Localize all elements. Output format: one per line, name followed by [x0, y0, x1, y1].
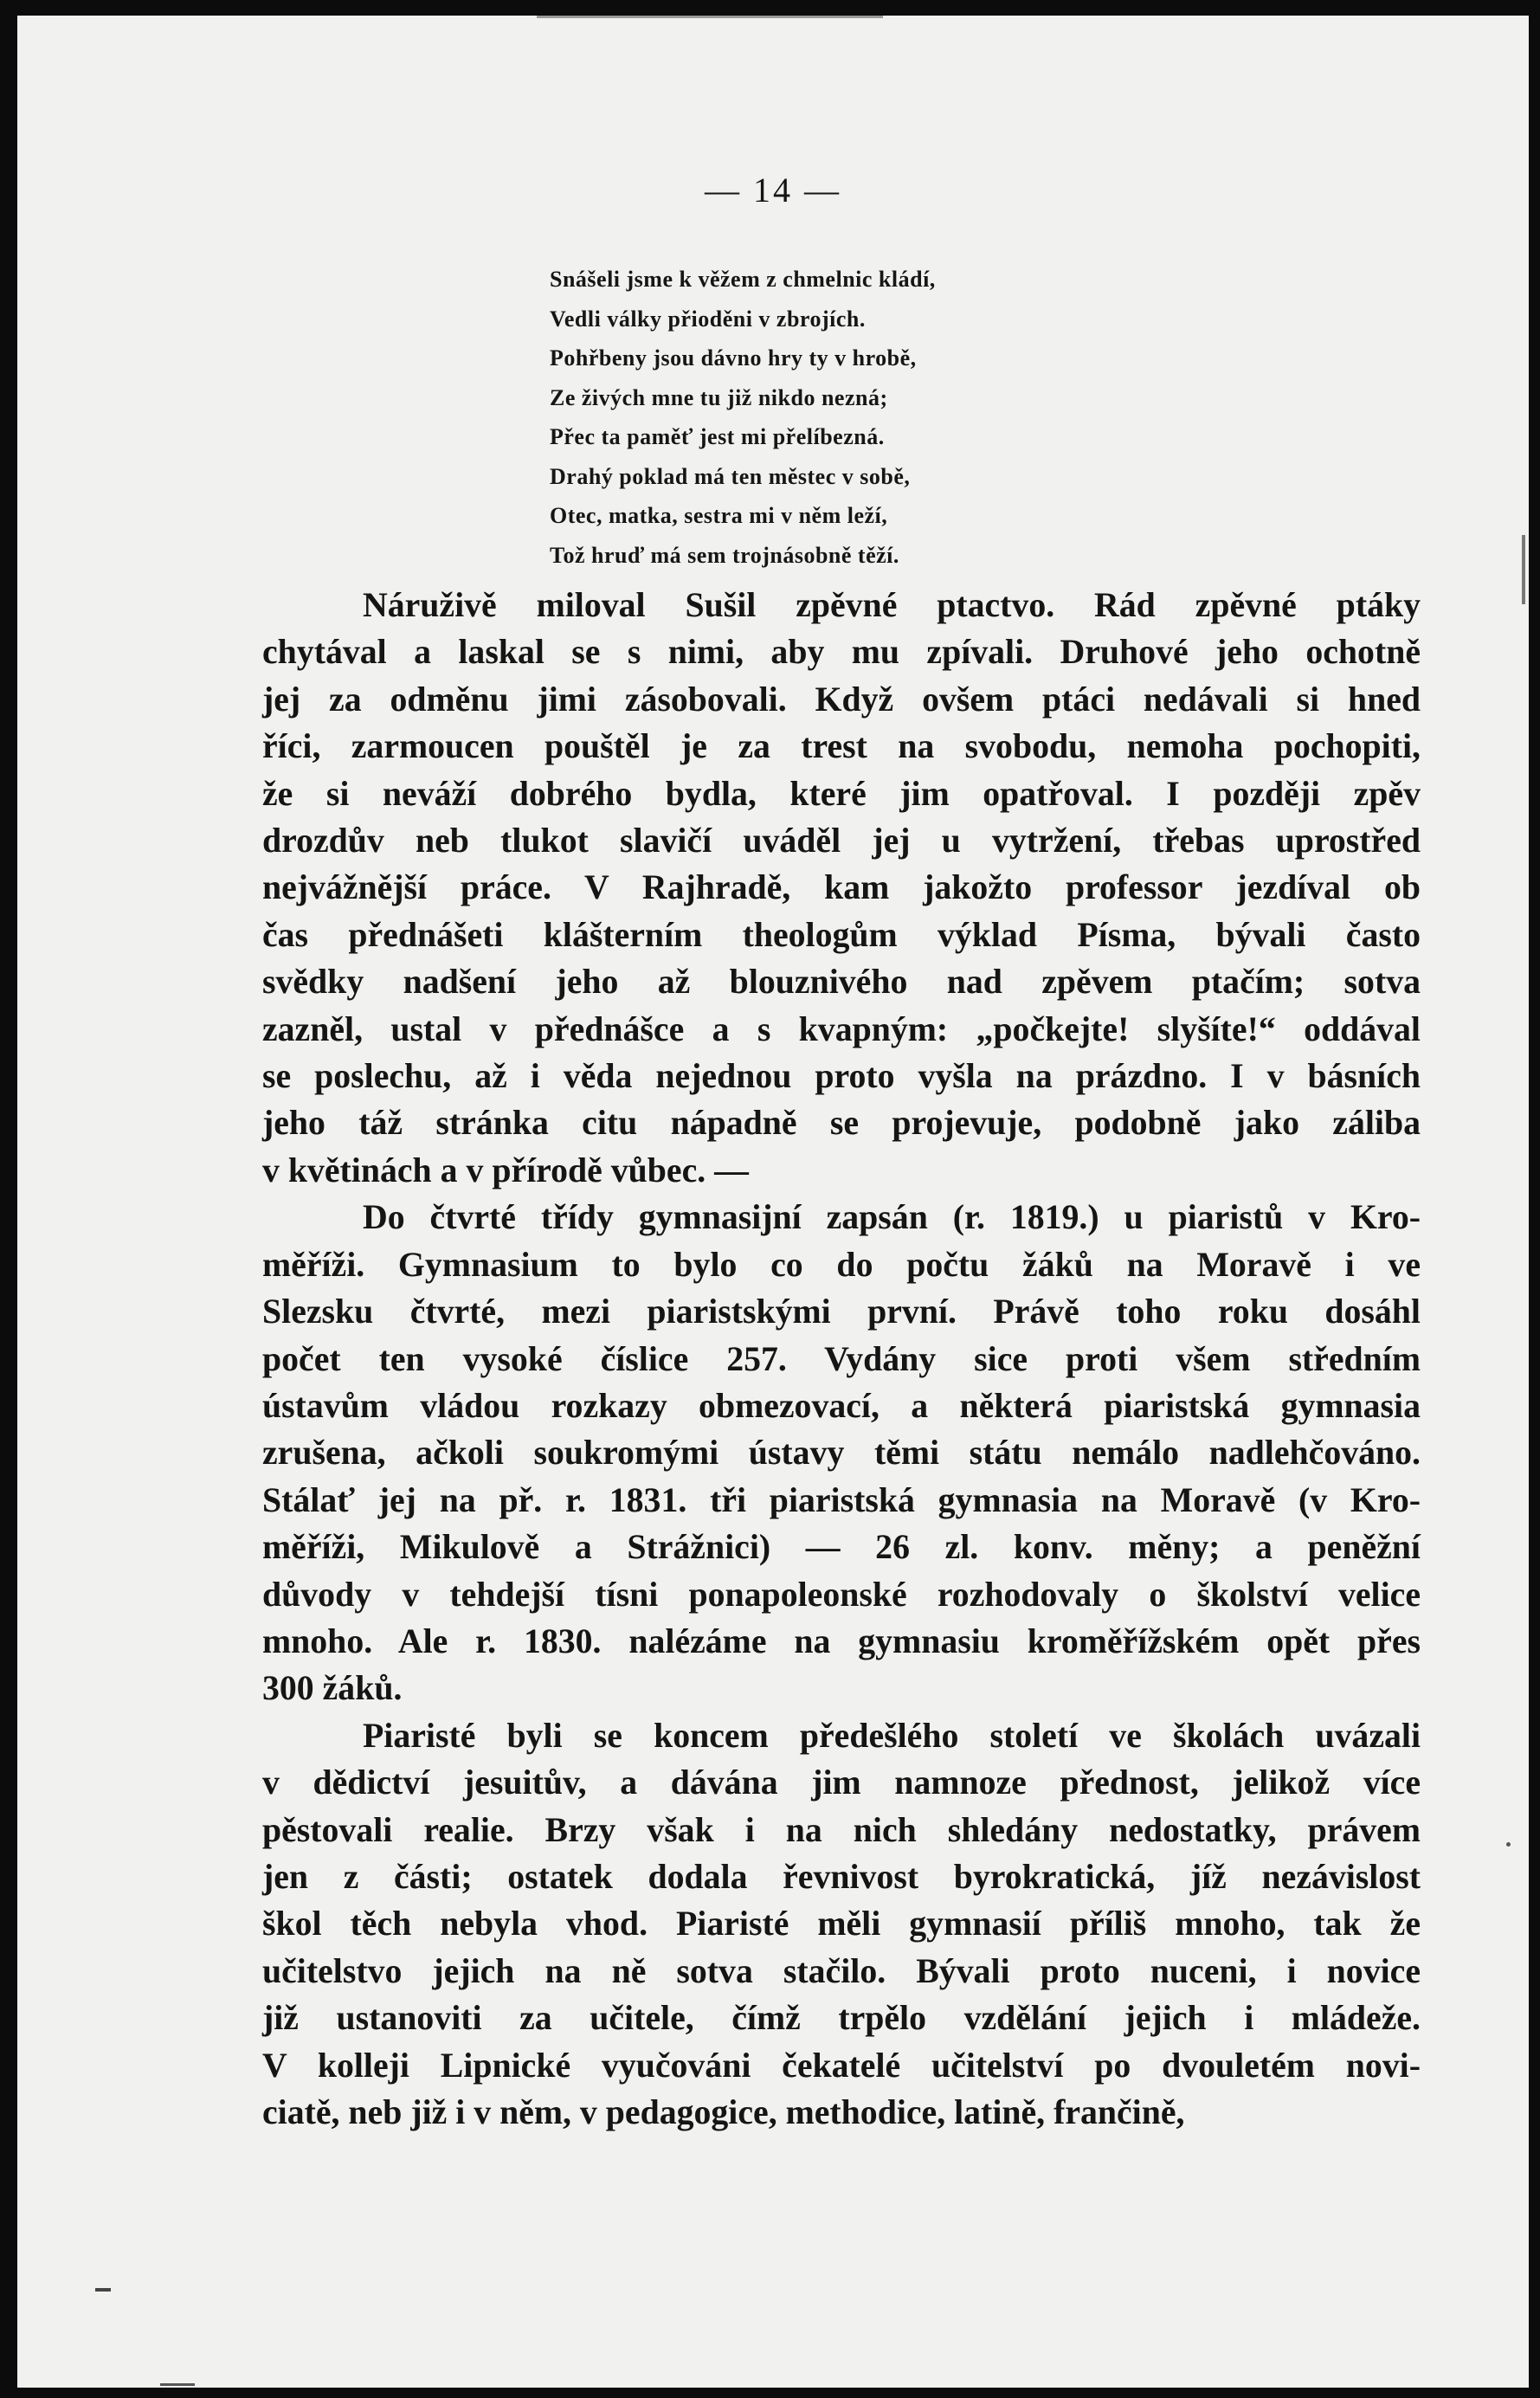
text-line: nejvážnější práce. V Rajhradě, kam jakožto professor jezdíval ob [262, 868, 1421, 907]
text-line: jen z části; ostatek dodala řevnivost byrokratická, jíž nezávislost [262, 1857, 1421, 1896]
text-line: že si neváží dobrého bydla, které jim opatřoval. I později zpěv [262, 774, 1421, 813]
page-top-edge [537, 16, 883, 18]
paragraph-1 [262, 582, 1421, 1194]
text-line: pěstovali realie. Brzy však i na nich shledány nedostatky, právem [262, 1810, 1421, 1849]
text-line: důvody v tehdejší tísni ponapoleonské rozhodovaly o školství velice [262, 1575, 1421, 1614]
text-line: ústavům vládou rozkazy obmezovací, a některá piaristská gymnasia [262, 1386, 1421, 1425]
text-line: učitelstvo jejich na ně sotva stačilo. Bývali proto nuceni, i novice [262, 1951, 1421, 1990]
text-line: Náruživě miloval Sušil zpěvné ptactvo. Rád zpěvné ptáky [363, 586, 1421, 624]
text-line: jej za odměnu jimi zásobovali. Když ovšem ptáci nedávali si hned [262, 680, 1421, 719]
poem-line: Vedli války přioděni v zbrojích. [550, 306, 866, 332]
text-line: v květinách a v přírodě vůbec. — [262, 1151, 749, 1189]
poem-line: Otec, matka, sestra mi v něm leží, [550, 503, 888, 528]
paragraph-3 [262, 1712, 1421, 2137]
text-line: Piaristé byli se koncem předešlého století ve školách uvázali [363, 1716, 1421, 1755]
text-line: 300 žáků. [262, 1669, 403, 1708]
margin-scrap [95, 2288, 111, 2292]
text-line: v dědictví jesuitův, a dávána jim namnoze přednost, jelikož více [262, 1763, 1421, 1802]
text-line: mnoho. Ale r. 1830. nalézáme na gymnasiu kroměřížském opět přes [262, 1621, 1421, 1660]
poem-line: Přec ta paměť jest mi přelíbezná. [550, 424, 885, 449]
text-line: jeho táž stránka citu nápadně se projevuje, podobně jako záliba [262, 1104, 1421, 1143]
corner-scrap [160, 2383, 195, 2386]
poem-line: Drahý poklad má ten městec v sobě, [550, 463, 911, 489]
body-text [262, 582, 1421, 2136]
text-line: se poslechu, až i věda nejednou proto vyšla na prázdno. I v básních [262, 1057, 1421, 1096]
poem-line: Tož hruď má sem trojnásobně těží. [550, 542, 899, 568]
text-line: svědky nadšení jeho až blouznivého nad zpěvem ptačím; sotva [262, 963, 1421, 1002]
margin-mark [1522, 535, 1525, 604]
text-line: škol těch nebyla vhod. Piaristé měli gymnasií příliš mnoho, tak že [262, 1905, 1421, 1944]
text-line: ciatě, neb již i v něm, v pedagogice, methodice, latině, frančině, [262, 2093, 1185, 2131]
margin-dot [1506, 1842, 1511, 1847]
text-line: V kolleji Lipnické vyučováni čekatelé učitelství po dvouletém novi- [262, 2046, 1421, 2085]
text-line: již ustanoviti za učitele, čímž trpělo vzdělání jejich i mládeže. [262, 1999, 1421, 2038]
poem-line: Ze živých mne tu již nikdo nezná; [550, 384, 888, 410]
poem-block [550, 260, 1156, 575]
text-line: počet ten vysoké číslice 257. Vydány sice proti všem středním [262, 1339, 1421, 1378]
text-line: měříži. Gymnasium to bylo co do počtu žáků na Moravě i ve [262, 1245, 1421, 1284]
poem-line: Pohřbeny jsou dávno hry ty v hrobě, [550, 345, 917, 371]
text-line: Slezsku čtvrté, mezi piaristskými první. Právě toho roku dosáhl [262, 1292, 1421, 1331]
text-line: Stálať jej na př. r. 1831. tři piaristská gymnasia na Moravě (v Kro- [262, 1480, 1421, 1519]
text-line: zrušena, ačkoli soukromými ústavy těmi státu nemálo nadlehčováno. [262, 1434, 1421, 1473]
text-line: Do čtvrté třídy gymnasijní zapsán (r. 1819.) u piaristů v Kro- [363, 1198, 1421, 1237]
text-line: chytával a laskal se s nimi, aby mu zpívali. Druhové jeho ochotně [262, 633, 1421, 672]
text-line: měříži, Mikulově a Strážnici) — 26 zl. konv. měny; a peněžní [262, 1528, 1421, 1567]
text-line: drozdův neb tlukot slavičí uváděl jej u vytržení, třebas uprostřed [262, 822, 1421, 861]
paragraph-2 [262, 1194, 1421, 1711]
book-page [17, 16, 1529, 2388]
poem-line: Snášeli jsme k věžem z chmelnic kládí, [550, 267, 936, 292]
text-line: čas přednášeti klášterním theologům výklad Písma, bývali často [262, 915, 1421, 954]
text-line: zazněl, ustal v přednášce a s kvapným: „počkejte! slyšíte!“ oddával [262, 1009, 1421, 1048]
text-line: říci, zarmoucen pouštěl je za trest na svobodu, nemoha pochopiti, [262, 727, 1421, 766]
page-number: — 14 — [705, 171, 841, 210]
